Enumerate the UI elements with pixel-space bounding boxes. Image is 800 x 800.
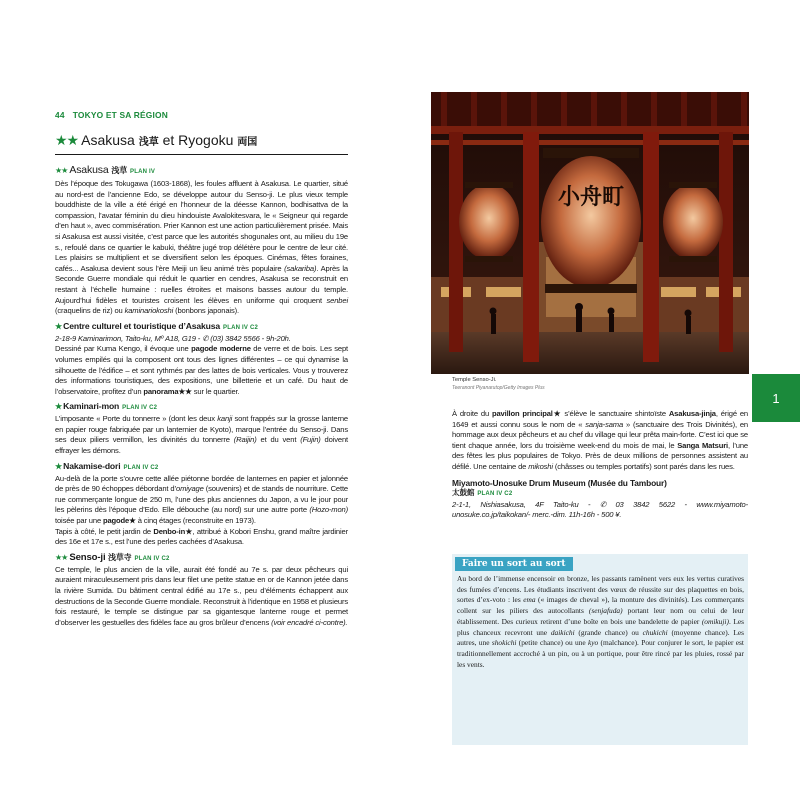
lantern-calligraphy: 小舟町 (557, 185, 625, 210)
right-column (452, 409, 748, 521)
denboin-text: Tapis à côté, le petit jardin de Denbo-in★, attribué à Kobori Enshu, grand maître jardinier des 16e et 17e s., est l’une des perles cachées d’Asakusa. (55, 526, 348, 547)
centre-heading: ★ Centre culturel et touristique d’Asakusa PLAN IV C2 (55, 320, 259, 331)
sensoji-heading: ★★ Senso-ji 浅草寺 PLAN IV C2 (55, 551, 170, 563)
museum-address: 2-1-1, Nishiasakusa, 4F Taito-ku - ✆ 03 3842 5622 - www.miyamoto-unosuke.co.jp/taikokan/- merc.-dim. 11h-16h - 500 ¥. (452, 499, 748, 520)
box-title: Faire un sort au sort (455, 557, 573, 571)
page-number: 44 (55, 110, 65, 120)
museum-heading: Miyamoto-Unosuke Drum Museum (Musée du Tambour) (452, 477, 667, 488)
temple-illustration (431, 92, 749, 374)
kaminari-heading: ★ Kaminari-mon PLAN IV C2 (55, 401, 158, 412)
kaminari-text: L’imposante « Porte du tonnerre » (dont les deux kanji sont frappés sur la grosse lanterne en papier rouge fabriquée par un lanternier de Kyoto), marque l’entrée du Senso-ji. Dans ses deux piliers vermillon, les divinités du tonnerre (Raijin) et du vent (Fujin) doivent effrayer les démons. (55, 414, 348, 456)
box-text: Au bord de l’immense encensoir en bronze, les passants ramènent vers eux les vertus curatives des fumées d’encens. Les étudiants inscrivent des vœux de réussite sur des plaquettes en bois, sortes d’ex-voto : les ema (« images de cheval »), la monture des divinités). Les commerçants collent sur les piliers des autocollants (senjafuda) portant leur nom ou celui de leur établissement. Des curieux retirent d’une boîte en bois une bandelette de papier (omikuji). Les plus chanceux recevront une daikichi (grande chance) ou chukichi (moyenne chance). Les autres, une shokichi (petite chance) ou une kyo (malchance). Pour conjurer le sort, le papier est traditionnellement accroché à un pin, ou à un portique, pour être rincé par les pluies, rossé par les vents. (457, 574, 745, 669)
rating-stars: ★★ (55, 132, 79, 148)
photo-credit: Teeranont Piyanarutop/Getty Images Plus (452, 384, 545, 391)
photo-caption: Temple Senso-Ji. Teeranont Piyanarutop/Getty Images Plus (452, 377, 545, 391)
centre-address: 2-18-9 Kaminarimon, Taito-ku, Mº A18, G19 - ✆ (03) 3842 5566 - 9h-20h. (55, 333, 291, 343)
sensoji-text: Ce temple, le plus ancien de la ville, aurait été fondé au 7e s. par deux pêcheurs qui auraient miraculeusement pris dans leur filet une petite statue en or de Kannon jetée dans la rivière Sumida. Du bâtiment central édifié au 17e s., peu d’éléments échappent aux destructions de la Seconde Guerre mondiale. Reconstruit à l’identique en 1958 et plusieurs fois restauré, le temple se distingue par sa gigantesque lanterne rouge et permet d’observer les gestuelles des fidèles face au gros brûleur d’encens (voir encadré ci-contre). (55, 564, 348, 627)
section-title: ★★ Asakusa 浅草 et Ryogoku 両国 (55, 132, 348, 155)
asakusa-heading: ★★ Asakusa 浅草 PLAN IV (55, 164, 156, 176)
asakusa-jinja-text: À droite du pavillon principal★ s’élève le sanctuaire shintoïste Asakusa-jinja, érigé en 1649 et aussi connu sous le nom de « sanja-sama » (sanctuaire des Trois Divinités), en hommage aux deux pêcheurs et au chef du village qui leur prêta main-forte. C’est ici que se tient chaque année, lors du troisième week-end du mois de mai, le Sanga Matsuri, l’une des fêtes les plus populaires de Tokyo. Près de deux millions de personnes assistent au défilé. Une centaine de mikoshi (châsses ou temples portatifs) sont parés dans les rues. (452, 409, 748, 471)
museum-subheading: 太鼓館 PLAN IV C2 (452, 488, 513, 498)
chapter-tab: 1 (752, 374, 800, 422)
left-column (55, 164, 348, 628)
centre-text: Dessiné par Kuma Kengo, il évoque une pagode moderne de verre et de bois. Les sept volumes empilés qui la composent ont tous des lignes différentes – ce qui dynamise la silhouette de l’édifice – et sont rythmés par des lattes de bois verticales. Vous y trouverez des informations touristiques, des expositions, une billetterie et un café. Du haut de l’observatoire, profitez d’un panorama★★ sur le quartier. (55, 344, 348, 396)
chapter-title: TOKYO ET SA RÉGION (72, 110, 168, 120)
nakamise-text: Au-delà de la porte s’ouvre cette allée piétonne bordée de lanternes en papier et jalonnée de près de 90 échoppes débordant d’omiyage (souvenirs) et de stands de nourriture. Cette rue commerçante longue de 250 m, l’une des plus anciennes du Japon, a vu le jour pour les pèlerins dès l’époque d’Edo. Elle débouche (au nord) sur une autre porte (Hozo-mon) toisée par une pagode★ à cinq étages (reconstruite en 1973). (55, 473, 348, 526)
nakamise-heading: ★ Nakamise-dori PLAN IV C2 (55, 460, 159, 471)
sidebar-box (452, 554, 748, 745)
temple-photo (431, 92, 749, 374)
asakusa-text: Dès l’époque des Tokugawa (1603-1868), les foules affluent à Asakusa. Le quartier, situé au nord-est de l’ancienne Edo, se développe autour du Senso-ji. Le plus vieux temple bouddhiste de la ville a été érigé en l’honneur de la déesse Kannon, bodhisattva de la compassion, l’avatar féminin du dieu hindouiste Avalokitesvara, le « Seigneur qui regarde d’en haut », avec commisération. Prier Kannon est une action particulièrement prisée. Mais si Asakusa est aussi visitée, c’est parce que les autorités shogunales ont, au milieu du 19e s., refoulé dans ce quartier le kabuki, théâtre jugé trop délétère pour le centre de leur cité. Les plaisirs se multiplient et se diversifient selon les époques. Cinémas, fêtes foraines, cafés... Asakusa devient sous l’ère Meiji un lieu animé très populaire (sakariba). Après la Seconde Guerre mondiale qui réduit le quartier en cendres, Asakusa se reconstruit en restant à l’échelle humaine : ruelles étroites et maisons basses autour du temple. Aujourd’hui fidèles et touristes croisent les élèves en uniforme qui croquent senbei (craquelins de riz) ou kaminariokoshi (bonbons japonais). (55, 179, 348, 316)
running-head (55, 110, 168, 120)
